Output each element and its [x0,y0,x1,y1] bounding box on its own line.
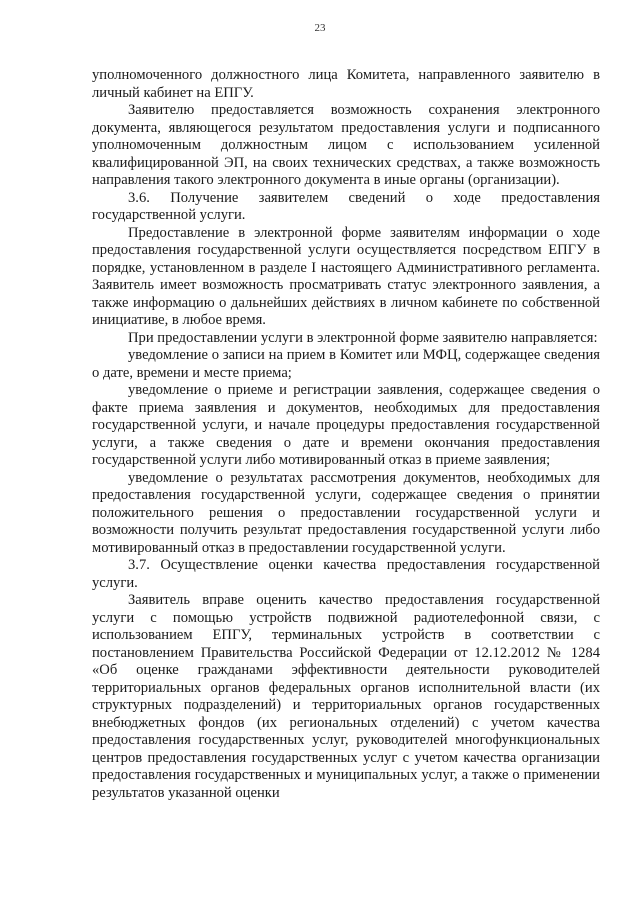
paragraph: Предоставление в электронной форме заявителям информации о ходе предоставления государственной услуги осуществляется посредством ЕПГУ в порядке, установленном в разделе I настоящего Административного регламента. Заявитель имеет возможность просматривать статус электронного заявления, а также информацию о дальнейших действиях в личном кабинете по собственной инициативе, в любое время. [92,224,600,328]
page-number: 23 [314,22,326,34]
document-body [92,67,600,802]
paragraph: уведомление о записи на прием в Комитет или МФЦ, содержащее сведения о дате, времени и месте приема; [92,347,600,381]
paragraph: Заявитель вправе оценить качество предоставления государственной услуги с помощью устройств подвижной радиотелефонной связи, с использованием ЕПГУ, терминальных устройств в соответствии с постановлением Правительства Российской Федерации от 12.12.2012 № 1284 «Об оценке гражданами эффективности деятельности руководителей территориальных органов федеральных органов исполнительной власти (их структурных подразделений) и территориальных органов государственных внебюджетных фондов (их региональных отделений) с учетом качества предоставления государственных услуг, руководителей многофункциональных центров предоставления государственных услуг с учетом качества организации предоставления государственных и муниципальных услуг, а также о применении результатов указанной оценки [92,592,600,801]
paragraph: 3.6. Получение заявителем сведений о ходе предоставления государственной услуги. [92,189,600,223]
paragraph: При предоставлении услуги в электронной форме заявителю направляется: [128,329,598,346]
paragraph: уведомление о приеме и регистрации заявления, содержащее сведения о факте приема заявления и документов, необходимых для предоставления государственной услуги, и начале процедуры предоставления государственной услуги, а также сведения о дате и времени окончания предоставления государственной услуги либо мотивированный отказ в приеме заявления; [92,382,600,468]
paragraph: 3.7. Осуществление оценки качества предоставления государственной услуги. [92,557,600,591]
paragraph: Заявителю предоставляется возможность сохранения электронного документа, являющегося результатом предоставления услуги и подписанного уполномоченным должностным лицом с использованием усиленной квалифицированной ЭП, на своих технических средствах, а также возможность направления такого электронного документа в иные органы (организации). [92,102,600,188]
paragraph: уполномоченного должностного лица Комитета, направленного заявителю в личный кабинет на ЕПГУ. [92,67,600,101]
paragraph: уведомление о результатах рассмотрения документов, необходимых для предоставления государственной услуги, содержащее сведения о принятии положительного решения о предоставлении государственной услуги и возможности получить результат предоставления государственной услуги либо мотивированный отказ в предоставлении государственной услуги. [92,469,600,556]
